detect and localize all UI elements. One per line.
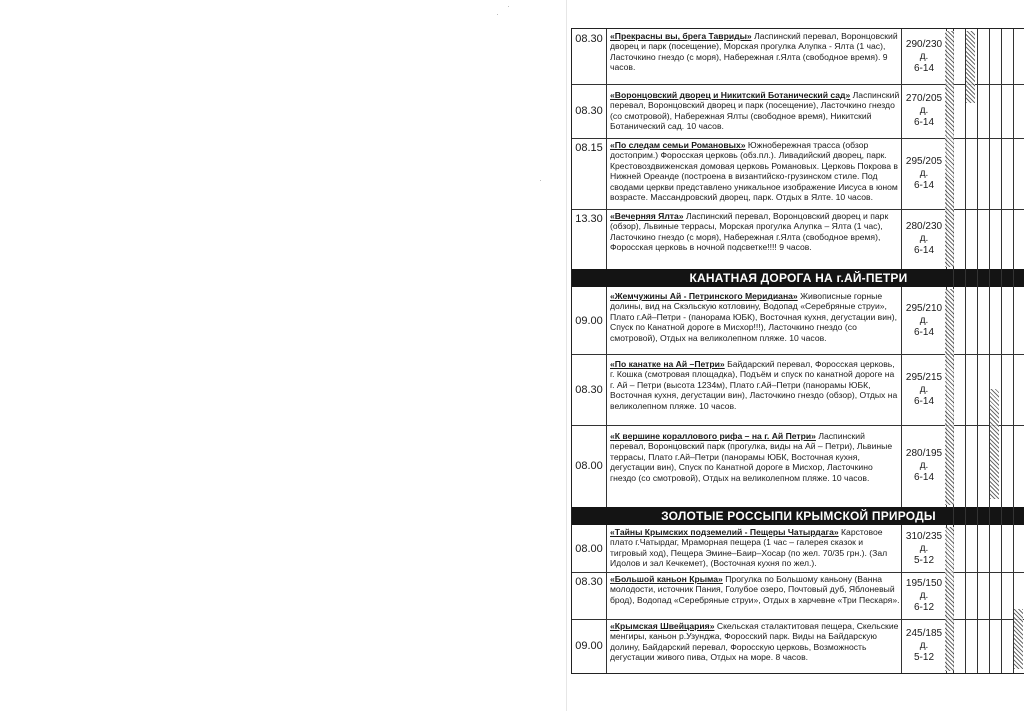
shaded-day-cell [966, 31, 975, 103]
departure-time: 08.30 [572, 354, 607, 425]
price-cell: 295/215 д. 6-14 [901, 354, 947, 425]
price-cell: 270/205 д. 6-14 [901, 84, 947, 138]
page-fold [566, 0, 567, 711]
table-row [572, 84, 1024, 139]
shaded-day-cell [945, 527, 954, 671]
price-cell: 280/230 д. 6-14 [901, 209, 947, 269]
section-header-golden-nature: ЗОЛОТЫЕ РОССЫПИ КРЫМСКОЙ ПРИРОДЫ [572, 507, 1024, 525]
excursion-description: «Крымская Швейцария» Скельская сталактитовая пещера, Скельские менгиры, каньон р.Узунджа, Форосский парк. Виды на Байдарскую долину, Байдарский перевал, Форосскую церковь, Возможность дегустации живого пива, Отдых на море. 8 часов. [610, 621, 899, 663]
table-row [572, 572, 1024, 620]
section-header-cable-car: КАНАТНАЯ ДОРОГА НА г.АЙ-ПЕТРИ [572, 269, 1024, 287]
excursion-description: «Вечерняя Ялта» Ласпинский перевал, Воронцовский дворец и парк (обзор), Львиные террасы, Морская прогулка Алупка – Ялта (1 час), Ласточкино гнездо (с моря), Набережная г.Ялта (свободное время), Форосская церковь в ночной подсветке!!!! 9 часов. [610, 211, 889, 253]
departure-time: 09.00 [572, 619, 607, 673]
price-cell: 310/235 д. 5-12 [901, 525, 947, 572]
shaded-day-cell [990, 389, 999, 499]
price-cell: 295/210 д. 6-14 [901, 287, 947, 354]
table-row [572, 525, 1024, 573]
excursion-table [571, 28, 1024, 674]
shaded-day-cell [945, 31, 954, 267]
price-cell: 195/150 д. 6-12 [901, 572, 947, 619]
shaded-day-cell [1014, 609, 1023, 669]
excursion-description: «Жемчужины Ай - Петринского Меридиана» Живописные горные долины, вид на Скэльскую котловину, Водопад «Серебряные струи», Плато г.Ай–Петри - (панорама ЮБК), Восточная кухня, дегустации вин), Спуск по Канатной дороге в Мисхор!!!), Ласточкино гнездо (со смотровой), Отдых на великолепном пляже. 10 часов. [610, 291, 898, 343]
table-row [572, 619, 1024, 673]
table-row [572, 354, 1024, 426]
table-row [572, 209, 1024, 270]
table-row [572, 287, 1024, 355]
departure-time: 09.00 [572, 287, 607, 354]
price-cell: 290/230 д. 6-14 [901, 29, 947, 84]
day-column-divider [1013, 29, 1014, 673]
departure-time: 08.30 [572, 84, 607, 138]
excursion-description: «Прекрасны вы, брега Тавриды» Ласпинский перевал, Воронцовский дворец и парк (посещение), Морская прогулка Алупка - Ялта (1 час), Ласточкино гнездо (с моря), Набережная г.Ялта (свободное время). 9 часов. [610, 31, 898, 73]
day-column-divider [1001, 29, 1002, 673]
departure-time: 08.00 [572, 425, 607, 507]
price-cell: 280/195 д. 6-14 [901, 425, 947, 507]
departure-time: 08.30 [572, 29, 607, 84]
scan-speck [497, 14, 498, 15]
day-column-divider [965, 29, 966, 673]
excursion-description: «Большой каньон Крыма» Прогулка по Большому каньону (Ванна молодости, источник Пания, Голубое озеро, Почтовый дуб, Яблоневый брод), Водопад «Серебряные струи», Отдых в харчевне «Три Пескаря». [610, 574, 900, 605]
price-cell: 245/185 д. 5-12 [901, 619, 947, 673]
shaded-day-cell [945, 289, 954, 505]
excursion-description: «Тайны Крымских подземелий - Пещеры Чатырдага» Карстовое плато г.Чатырдаг, Мраморная пещера (1 час – галерея сказок и тигровый ход), Пещера Эмине–Баир–Хосар (по жел. 70/35 грн.). (Зал Идолов и зал Кечкемет), (Восточная кухня по жел.). [610, 527, 888, 569]
departure-time: 08.15 [572, 138, 607, 209]
departure-time: 08.00 [572, 525, 607, 572]
table-row [572, 425, 1024, 508]
scan-speck [508, 6, 509, 7]
departure-time: 08.30 [572, 572, 607, 619]
price-cell: 295/205 д. 6-14 [901, 138, 947, 209]
scan-speck [540, 180, 541, 181]
excursion-description: «По следам семьи Романовых» Южнобережная трасса (обзор достоприм.) Форосская церковь (обз.пл.). Ливадийский дворец, парк. Крестовоздвиженская домовая церковь Романовых. Церковь Покрова в Нижней Ореанде (построена в византийско-грузинском стиле. Под сводами церкви представлено уникальное изображение Иисуса в юном возрасте. Массандровский дворец, парк. Отдых в Ялте. 10 часов. [610, 140, 898, 203]
excursion-description: «Воронцовский дворец и Никитский Ботанический сад» Ласпинский перевал, Воронцовский дворец и парк (посещение), Ласточкино гнездо (со смотровой), Набережная Ялты (свободное время), Никитский Ботанический сад. 10 часов. [610, 90, 900, 132]
table-row [572, 138, 1024, 210]
day-column-divider [977, 29, 978, 673]
departure-time: 13.30 [572, 209, 607, 269]
table-row [572, 29, 1024, 85]
excursion-description: «По канатке на Ай –Петри» Байдарский перевал, Форосская церковь, г. Кошка (смотровая площадка), Подъём и спуск по канатной дороге на г. Ай – Петри (высота 1234м), Плато г.Ай–Петри (панорамы ЮБК, Восточная кухня, дегустации вин), Ласточкино гнездо (обзор), Отдых на великолепном пляже. 10 часов. [610, 359, 898, 411]
day-column-divider [989, 29, 990, 673]
excursion-description: «К вершине кораллового рифа – на г. Ай Петри» Ласпинский перевал, Воронцовский парк (прогулка, виды на Ай – Петри), Львиные террасы, Плато г.Ай–Петри (панорамы ЮБК, Восточная кухня, дегустации вин), Спуск по Канатной дороге в Мисхор, Ласточкино гнездо (со смотровой), Отдых на великолепном пляже. 10 часов. [610, 431, 893, 483]
